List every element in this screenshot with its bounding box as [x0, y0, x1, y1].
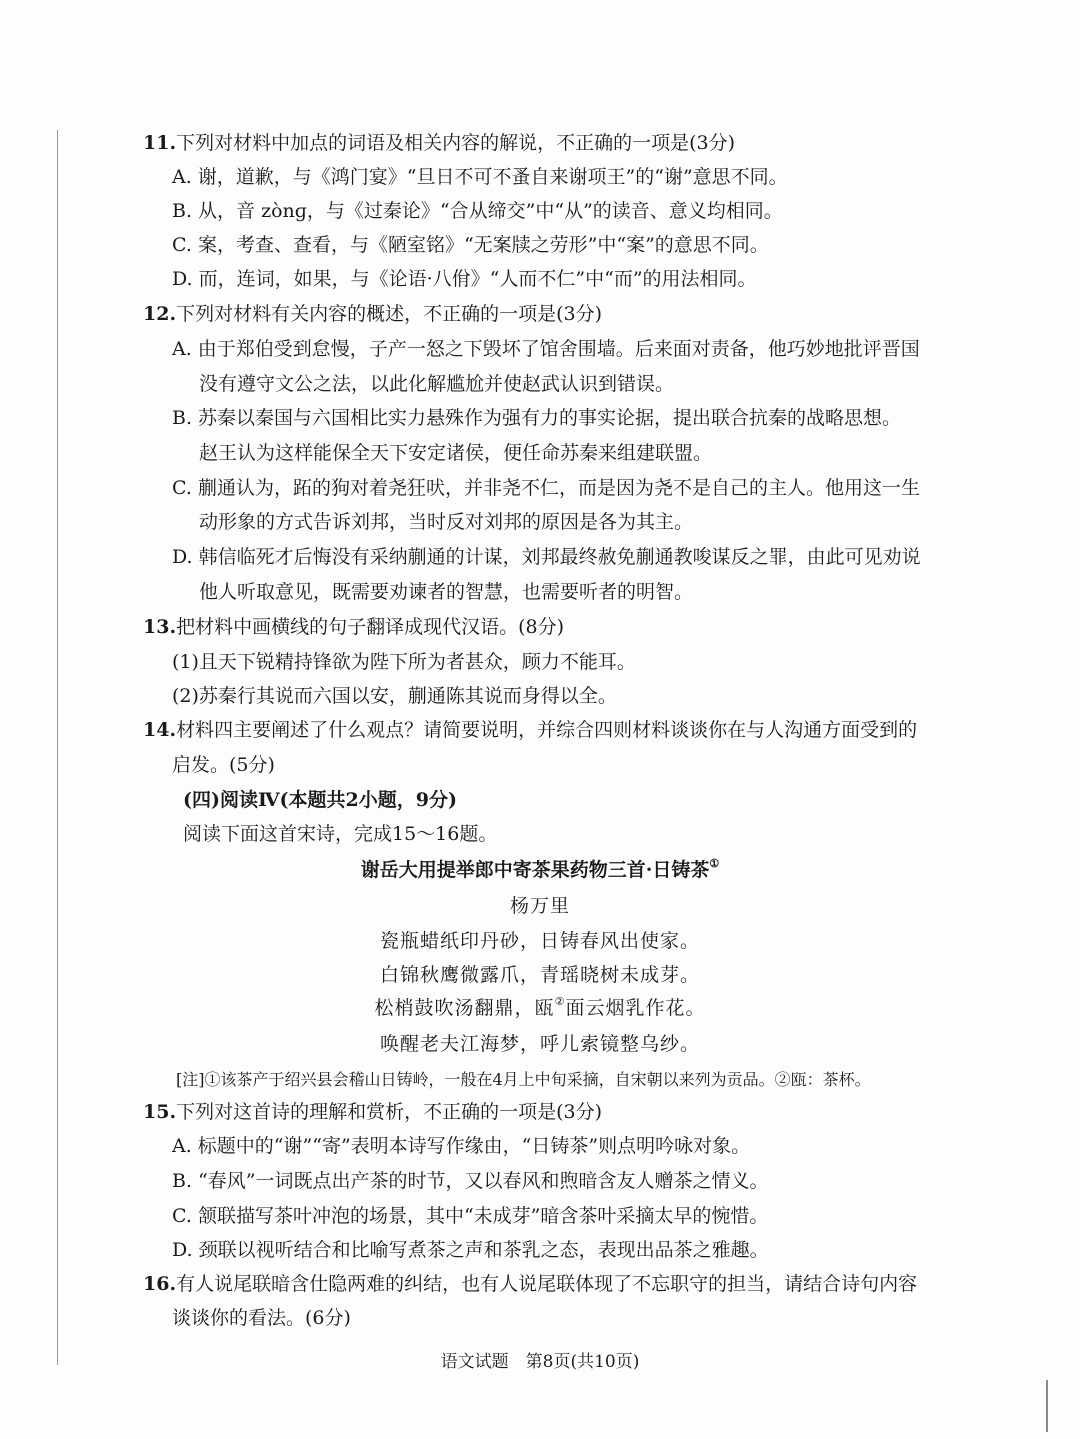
- poem-line-3-footnote-mark: ②: [554, 995, 566, 1008]
- q16-stem-text: 有人说尾联暗含仕隐两难的纠结，也有人说尾联体现了不忘职守的担当，请结合诗句内容: [176, 1273, 918, 1295]
- section-heading: (四)阅读Ⅳ(本题共2小题，9分): [183, 789, 457, 811]
- q13-stem: [143, 615, 564, 639]
- q12-option-b-line2: 赵王认为这样能保全天下安定诸侯，便任命苏秦来组建联盟。: [199, 442, 713, 464]
- q15-option-a: A. 标题中的“谢”“寄”表明本诗写作缘由，“日铸茶”则点明吟咏对象。: [172, 1135, 751, 1157]
- q13-item-1: (1)且天下锐精持锋欲为陛下所为者甚众，顾力不能耳。: [172, 651, 636, 673]
- q12-option-d-line1: D. 韩信临死才后悔没有采纳蒯通的计谋，刘邦最终赦免蒯通教唆谋反之罪，由此可见劝说: [172, 546, 921, 568]
- q11-stem: [143, 131, 735, 155]
- q12-option-b-line1: B. 苏秦以秦国与六国相比实力悬殊作为强有力的事实论据，提出联合抗秦的战略思想。: [172, 407, 902, 429]
- q12-option-a-line2: 没有遵守文公之法，以此化解尴尬并使赵武认识到错误。: [199, 373, 675, 395]
- poem-title-footnote-mark: ①: [709, 857, 720, 870]
- q14-stem-text: 材料四主要阐述了什么观点？请简要说明，并综合四则材料谈谈你在与人沟通方面受到的: [176, 719, 918, 741]
- q11-option-c: C. 案，考查、查看，与《陋室铭》“无案牍之劳形”中“案”的意思不同。: [172, 234, 769, 256]
- q16-number: 16.: [143, 1273, 177, 1295]
- q15-number: 15.: [143, 1101, 177, 1123]
- q14-stem-line1: [143, 718, 917, 742]
- page-footer: 语文试题 第8页(共10页): [440, 1352, 640, 1372]
- q13-item-2: (2)苏秦行其说而六国以安，蒯通陈其说而身得以全。: [172, 685, 617, 707]
- q12-option-c-line2: 动形象的方式告诉刘邦，当时反对刘邦的原因是各为其主。: [199, 511, 694, 533]
- section-intro: 阅读下面这首宋诗，完成15～16题。: [183, 823, 498, 845]
- q16-stem-line2: 谈谈你的看法。(6分): [172, 1307, 351, 1329]
- q12-option-d-line2: 他人听取意见，既需要劝谏者的智慧，也需要听者的明智。: [199, 581, 694, 603]
- q15-stem-text: 下列对这首诗的理解和赏析，不正确的一项是(3分): [176, 1101, 602, 1123]
- q15-option-d: D. 颈联以视听结合和比喻写煮茶之声和茶乳之态，表现出品茶之雅趣。: [172, 1239, 769, 1261]
- q15-option-b: B. “春风”一词既点出产茶的时节，又以春风和煦暗含友人赠茶之情义。: [172, 1170, 769, 1192]
- poem-line-3: [0, 996, 1080, 1020]
- q13-stem-text: 把材料中画横线的句子翻译成现代汉语。(8分): [176, 616, 564, 638]
- q15-option-c: C. 颔联描写茶叶冲泡的场景，其中“未成芽”暗含茶叶采摘太早的惋惜。: [172, 1205, 769, 1227]
- q12-number: 12.: [143, 303, 177, 325]
- q11-number: 11.: [143, 132, 177, 154]
- q11-option-a: A. 谢，道歉，与《鸿门宴》“旦日不可不蚤自来谢项王”的“谢”意思不同。: [172, 166, 788, 188]
- q16-stem-line1: [143, 1272, 917, 1296]
- q11-option-b: B. 从，音 zònɡ，与《过秦论》“合从缔交”中“从”的读音、意义均相同。: [172, 200, 783, 222]
- poem-line-3-b: 面云烟乳作花。: [565, 997, 706, 1019]
- q11-stem-text: 下列对材料中加点的词语及相关内容的解说，不正确的一项是(3分): [176, 132, 735, 154]
- q13-number: 13.: [143, 616, 177, 638]
- q14-number: 14.: [143, 719, 177, 741]
- scan-margin-line: [57, 130, 58, 1365]
- poem-title: [0, 858, 1080, 882]
- scan-edge-mark: [1046, 1380, 1048, 1432]
- q12-option-c-line1: C. 蒯通认为，跖的狗对着尧狂吠，并非尧不仁，而是因为尧不是自己的主人。他用这一生: [172, 477, 920, 499]
- poem-author: 杨万里: [509, 895, 570, 917]
- poem-line-1: 瓷瓶蜡纸印丹砂，日铸春风出使家。: [379, 930, 700, 952]
- q12-stem: [143, 302, 602, 326]
- q12-option-a-line1: A. 由于郑伯受到怠慢，子产一怒之下毁坏了馆舍围墙。后来面对责备，他巧妙地批评晋国: [172, 338, 920, 360]
- poem-title-text: 谢岳大用提举郎中寄茶果药物三首·日铸茶: [360, 859, 710, 881]
- poem-line-4: 唤醒老夫江海梦，呼儿索镜整乌纱。: [379, 1033, 700, 1055]
- q11-option-d: D. 而，连词，如果，与《论语·八佾》“人而不仁”中“而”的用法相同。: [172, 268, 757, 290]
- poem-line-3-a: 松梢鼓吹汤翻鼎，瓯: [374, 997, 555, 1019]
- poem-note: [注]①该茶产于绍兴县会稽山日铸岭，一般在4月上中旬采摘，自宋朝以来列为贡品。②瓯：茶杯。: [176, 1070, 871, 1089]
- q12-stem-text: 下列对材料有关内容的概述，不正确的一项是(3分): [176, 303, 602, 325]
- q15-stem: [143, 1100, 602, 1124]
- poem-line-2: 白锦秋鹰微露爪，青瑶晓树未成芽。: [379, 964, 700, 986]
- q14-stem-line2: 启发。(5分): [172, 754, 275, 776]
